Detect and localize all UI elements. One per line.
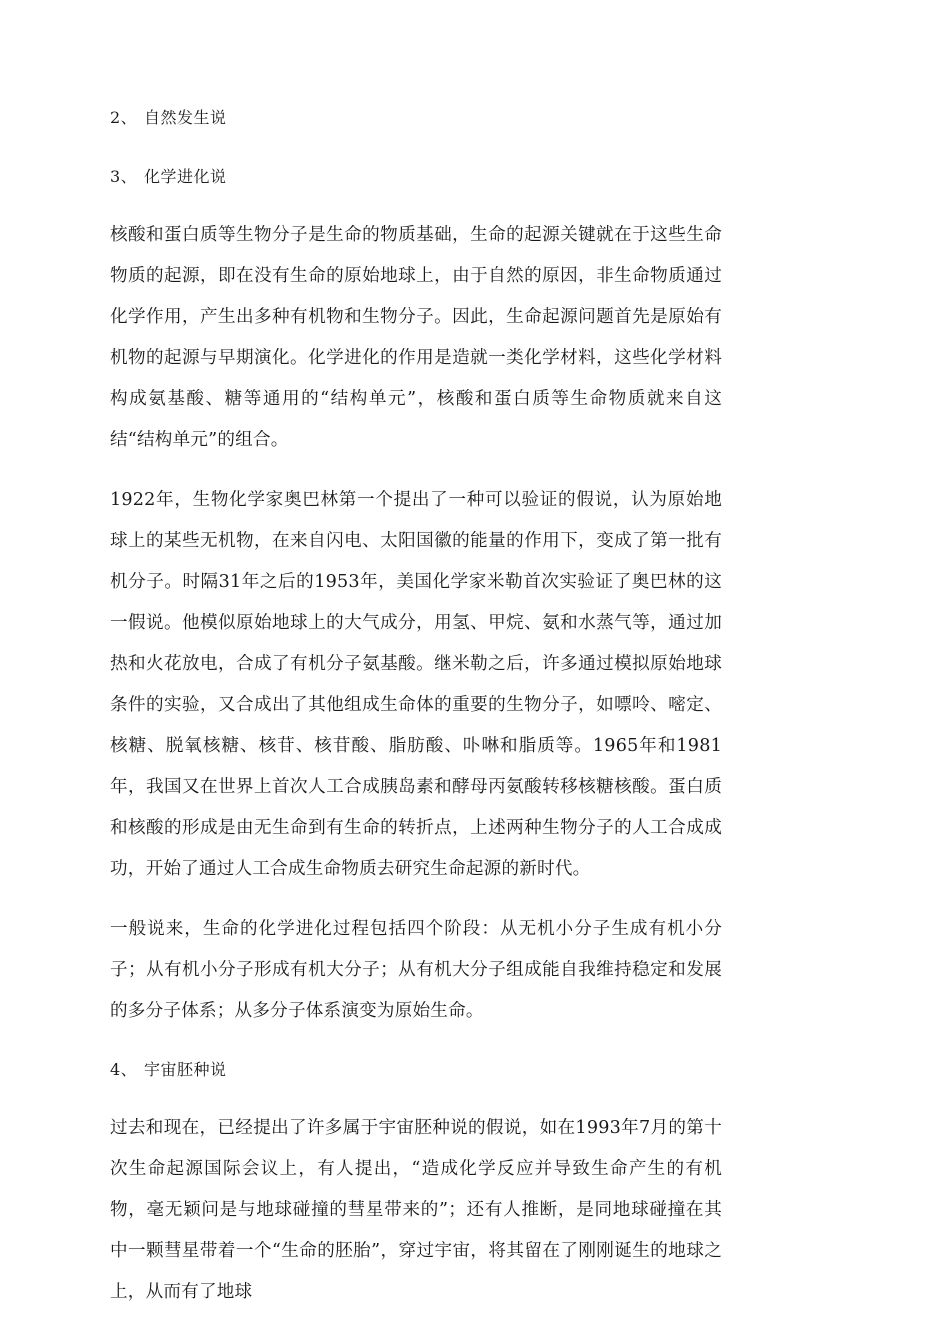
section-number: 3、 <box>110 167 138 186</box>
section-number: 4、 <box>110 1060 138 1079</box>
paragraph-oparin-miller: 1922年，生物化学家奥巴林第一个提出了一种可以验证的假说，认为原始地球上的某些无机物，在来自闪电、太阳国徽的能量的作用下，变成了第一批有机分子。时隔31年之后的1953年，美国化学家米勒首次实验证了奥巴林的这一假说。他模似原始地球上的大气成分，用氢、甲烷、氨和水蒸气等，通过加热和火花放电，合成了有机分子氨基酸。继米勒之后，许多通过模拟原始地球条件的实验，又合成出了其他组成生命体的重要的生物分子，如嘌呤、嘧定、核糖、脱氧核糖、核苷、核苷酸、脂肪酸、卟啉和脂质等。1965年和1981年，我国又在世界上首次人工合成胰岛素和酵母丙氨酸转移核糖核酸。蛋白质和核酸的形成是由无生命到有生命的转折点，上述两种生物分子的人工合成成功，开始了通过人工合成生命物质去研究生命起源的新时代。 <box>110 490 722 879</box>
section-heading-3 <box>110 167 227 187</box>
paragraph-panspermia: 过去和现在，已经提出了许多属于宇宙胚种说的假说，如在1993年7月的第十次生命起源国际会议上，有人提出，“造成化学反应并导致生命产生的有机物，毫无颖问是与地球碰撞的彗星带来的”；还有人推断，是同地球碰撞在其中一颗彗星带着一个“生命的胚胎”，穿过宇宙，将其留在了刚刚诞生的地球之上，从而有了地球 <box>110 1118 722 1302</box>
section-title: 宇宙胚种说 <box>144 1060 227 1079</box>
paragraph-four-stages: 一般说来，生命的化学进化过程包括四个阶段：从无机小分子生成有机小分子；从有机小分子形成有机大分子；从有机大分子组成能自我维持稳定和发展的多分子体系；从多分子体系演变为原始生命。 <box>110 919 722 1021</box>
paragraph-chemical-evolution-intro: 核酸和蛋白质等生物分子是生命的物质基础，生命的起源关键就在于这些生命物质的起源，即在没有生命的原始地球上，由于自然的原因，非生命物质通过化学作用，产生出多种有机物和生物分子。因此，生命起源问题首先是原始有机物的起源与早期演化。化学进化的作用是造就一类化学材料，这些化学材料构成氨基酸、糖等通用的“结构单元”，核酸和蛋白质等生命物质就来自这结“结构单元”的组合。 <box>110 225 722 450</box>
section-title: 自然发生说 <box>144 108 227 127</box>
section-heading-2 <box>110 108 227 128</box>
section-number: 2、 <box>110 108 138 127</box>
section-heading-4 <box>110 1060 227 1080</box>
section-title: 化学进化说 <box>144 167 227 186</box>
